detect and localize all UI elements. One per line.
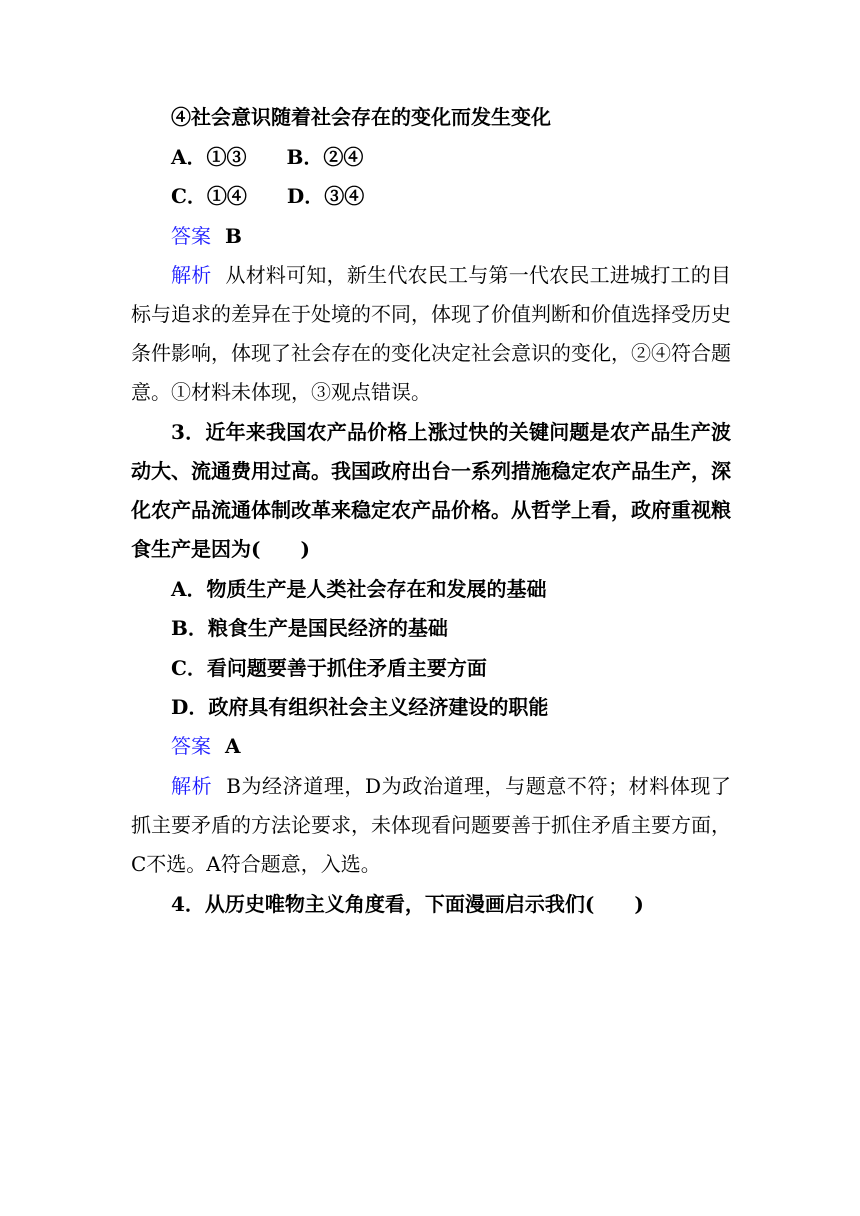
q3-answer-value: A — [225, 734, 241, 758]
q2-choices-row-2 — [171, 182, 771, 210]
q2-choice-a: A．①③ — [171, 145, 247, 169]
q3-analysis-label: 解析 — [171, 774, 213, 798]
q3-option-b: B．粮食生产是国民经济的基础 — [171, 616, 448, 640]
q3-stem-line-1: 3．近年来我国农产品价格上涨过快的关键问题是农产品生产波 — [171, 420, 731, 444]
q3-analysis-line-1: 解析 B为经济道理，D为政治道理，与题意不符；材料体现了 — [171, 774, 732, 798]
q2-analysis-line-1: 解析 从材料可知，新生代农民工与第一代农民工进城打工的目 — [171, 263, 732, 287]
q2-analysis-label: 解析 — [171, 263, 212, 287]
q2-choice-c: C．①④ — [171, 184, 247, 208]
q3-stem-line-4: 食生产是因为( ) — [131, 537, 310, 561]
q2-answer-value: B — [225, 224, 242, 248]
q3-option-d: D．政府具有组织社会主义经济建设的职能 — [171, 695, 549, 719]
q3-option-c: C．看问题要善于抓住矛盾主要方面 — [171, 656, 487, 680]
q2-option-4: ④社会意识随着社会存在的变化而发生变化 — [171, 105, 551, 129]
q2-analysis-line-3: 条件影响，体现了社会存在的变化决定社会意识的变化，②④符合题 — [131, 341, 731, 365]
q3-analysis-line-3: C不选。A符合题意，入选。 — [131, 852, 381, 876]
q3-answer — [171, 732, 771, 760]
q3-stem-line-2: 动大、流通费用过高。我国政府出台一系列措施稳定农产品生产，深 — [131, 459, 731, 483]
q3-answer-label: 答案 — [171, 734, 211, 758]
q4-stem: 4．从历史唯物主义角度看，下面漫画启示我们( ) — [171, 892, 644, 916]
q2-analysis-line-4: 意。①材料未体现，③观点错误。 — [131, 380, 431, 404]
q2-choice-b: B．②④ — [286, 145, 364, 169]
q2-answer — [171, 222, 771, 250]
q2-analysis-line-2: 标与追求的差异在于处境的不同，体现了价值判断和价值选择受历史 — [131, 302, 731, 326]
q3-option-a: A．物质生产是人类社会存在和发展的基础 — [171, 577, 547, 601]
q2-choice-d: D．③④ — [286, 184, 365, 208]
q3-analysis-line-2: 抓主要矛盾的方法论要求，未体现看问题要善于抓住矛盾主要方面， — [131, 813, 731, 837]
q2-answer-label: 答案 — [171, 224, 211, 248]
q2-choices-row-1 — [171, 143, 771, 171]
q3-stem-line-3: 化农产品流通体制改革来稳定农产品价格。从哲学上看，政府重视粮 — [131, 498, 731, 522]
